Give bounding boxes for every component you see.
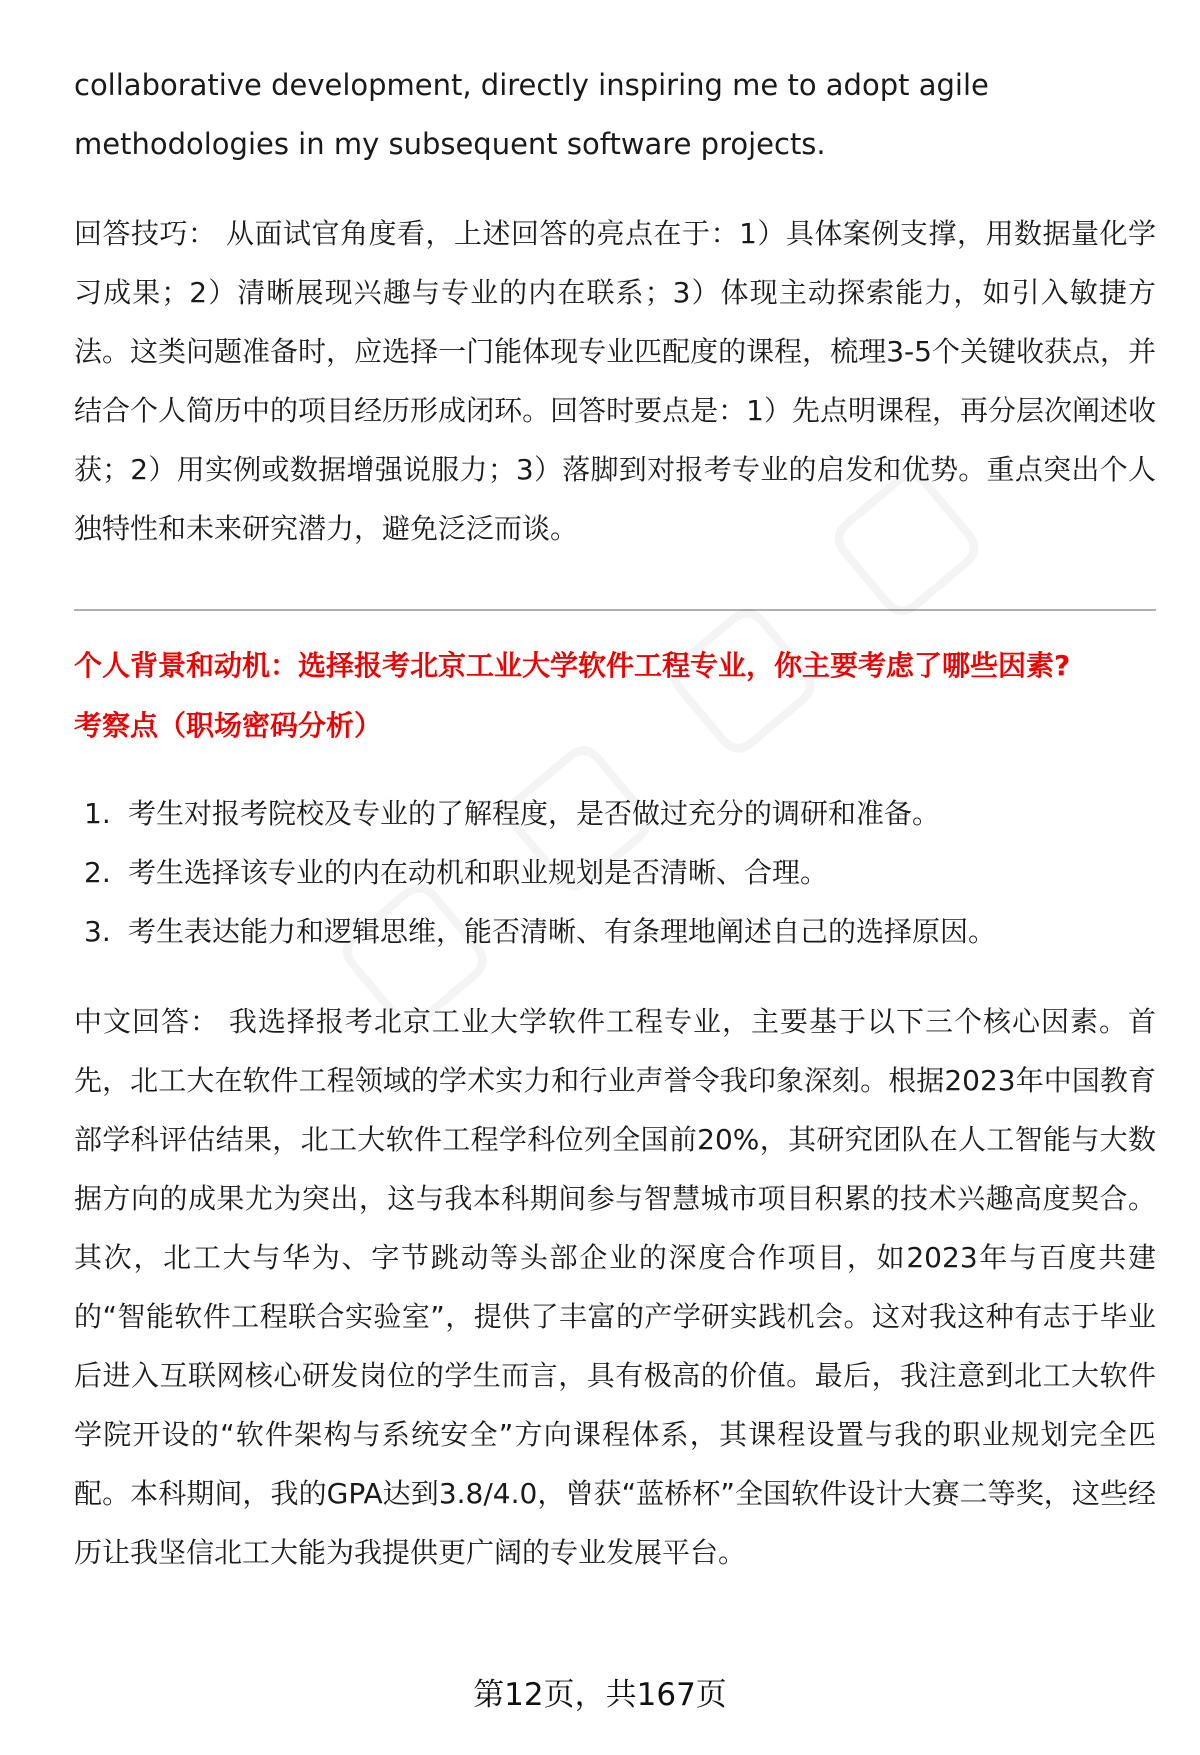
focus-title: 考察点（职场密码分析） — [74, 709, 383, 742]
chinese-answer-paragraph: 中文回答： 我选择报考北京工业大学软件工程专业，主要基于以下三个核心因素。首先，北工大在软件工程领域的学术实力和行业声誉令我印象深刻。根据2023年中国教育部学科评估结果，北工大软件工程学科位列全国前20%，其研究团队在人工智能与大数据方向的成果尤为突出，这与我本科期间参与智慧城市项目积累的技术兴趣高度契合。其次，北工大与华为、字节跳动等头部企业的深度合作项目，如2023年与百度共建的“智能软件工程联合实验室”，提供了丰富的产学研实践机会。这对我这种有志于毕业后进入互联网核心研发岗位的学生而言，具有极高的价值。最后，我注意到北工大软件学院开设的“软件架构与系统安全”方向课程体系，其课程设置与我的职业规划完全匹配。本科期间，我的GPA达到3.8/4.0，曾获“蓝桥杯”全国软件设计大赛二等奖，这些经历让我坚信北工大能为我提供更广阔的专业发展平台。 — [74, 1005, 1156, 1569]
list-item — [84, 784, 1144, 843]
list-item — [84, 902, 1144, 961]
english-answer-line-2: methodologies in my subsequent software projects. — [74, 127, 826, 161]
chinese-answer-block — [74, 992, 1156, 1582]
focus-points-list — [84, 784, 1144, 961]
list-number: 3. — [84, 915, 111, 948]
list-item — [84, 843, 1144, 902]
page-number: 第12页，共167页 — [473, 1677, 727, 1713]
english-answer-line-1: collaborative development, directly inspiring me to adopt agile — [74, 68, 989, 102]
section-divider — [74, 609, 1156, 611]
list-text: 考生表达能力和逻辑思维，能否清晰、有条理地阐述自己的选择原因。 — [128, 915, 997, 948]
list-number: 1. — [84, 797, 111, 830]
question-header — [74, 636, 1156, 756]
list-number: 2. — [84, 856, 111, 889]
list-text: 考生对报考院校及专业的了解程度，是否做过充分的调研和准备。 — [128, 797, 941, 830]
question-title: 个人背景和动机：选择报考北京工业大学软件工程专业，你主要考虑了哪些因素? — [74, 649, 1071, 682]
intro-block — [74, 56, 1156, 558]
answer-tips-paragraph: 回答技巧： 从面试官角度看，上述回答的亮点在于：1）具体案例支撑，用数据量化学习成果；2）清晰展现兴趣与专业的内在联系；3）体现主动探索能力，如引入敏捷方法。这类问题准备时，应选择一门能体现专业匹配度的课程，梳理3-5个关键收获点，并结合个人简历中的项目经历形成闭环。回答时要点是：1）先点明课程，再分层次阐述收获；2）用实例或数据增强说服力；3）落脚到对报考专业的启发和优势。重点突出个人独特性和未来研究潜力，避免泛泛而谈。 — [74, 217, 1156, 545]
list-text: 考生选择该专业的内在动机和职业规划是否清晰、合理。 — [128, 856, 829, 889]
